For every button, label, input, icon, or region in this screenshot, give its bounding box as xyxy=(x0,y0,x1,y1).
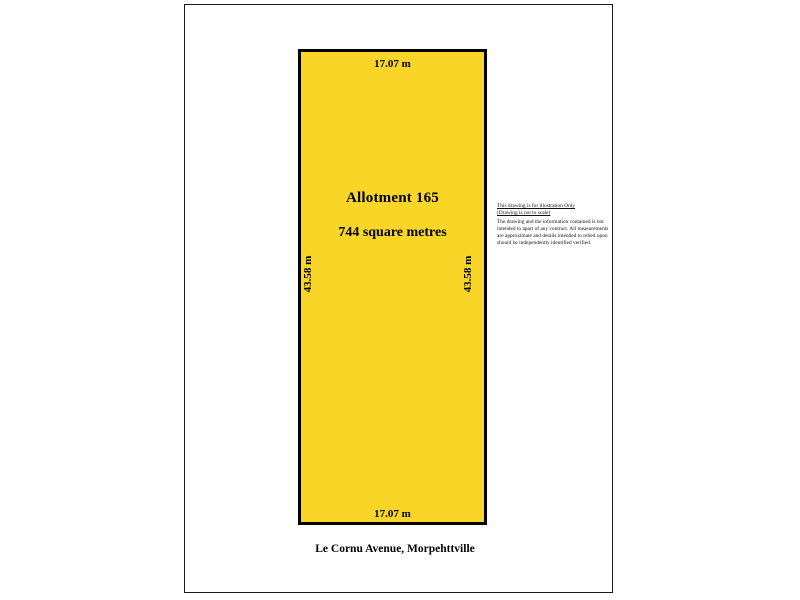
allotment-polygon xyxy=(298,49,487,525)
dimension-label-right: 43.58 m xyxy=(462,255,474,293)
dimension-label-top: 17.07 m xyxy=(374,58,411,70)
allotment-labels xyxy=(298,190,487,241)
drawing-sheet xyxy=(184,4,613,593)
dimension-label-left: 43.58 m xyxy=(302,255,314,293)
dimension-label-bottom: 17.07 m xyxy=(374,508,411,520)
disclaimer-note xyxy=(497,203,609,248)
disclaimer-line-2: (Drawing is not to scale) xyxy=(497,210,551,217)
street-label: Le Cornu Avenue, Morpehttville xyxy=(315,543,475,555)
disclaimer-line-1: This drawing is for illustration Only xyxy=(497,203,576,209)
disclaimer-body: The drawing and the information contained is not intended to apart of any contract. All measurements are approximate and details intended to relied upon should be independently identified verified. xyxy=(497,218,609,247)
allotment-title: Allotment 165 xyxy=(345,190,439,206)
allotment-area: 744 square metres xyxy=(338,225,447,240)
